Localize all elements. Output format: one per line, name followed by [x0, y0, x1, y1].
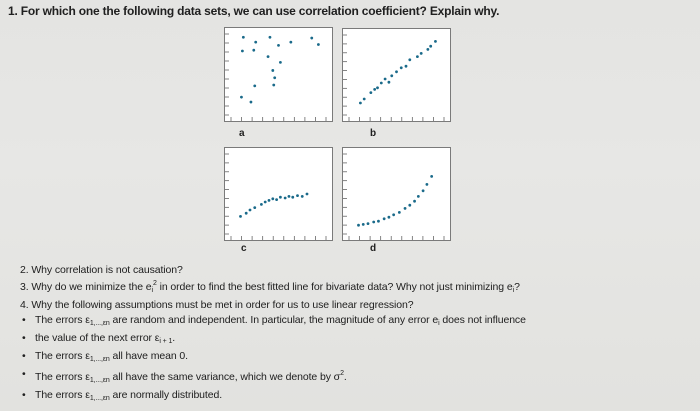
data-point — [359, 102, 362, 105]
data-point — [289, 41, 292, 44]
assumption-1: • The errors $\varepsilon_{1,...,\varepsilon n}$ are random and independent. In particular, the magnitude of any error $e_i$ does not influence — [20, 313, 690, 331]
data-point — [272, 84, 275, 87]
data-point — [253, 206, 256, 209]
data-point — [306, 193, 309, 196]
plot-svg-b — [343, 29, 450, 121]
plot-label-c: c — [241, 243, 247, 254]
plot-svg-a — [225, 28, 332, 121]
plot-label-a: a — [239, 128, 245, 139]
q3-subscript-2: i — [512, 287, 515, 295]
data-point — [416, 55, 419, 58]
plot-label-b: b — [370, 128, 377, 139]
data-point — [388, 216, 391, 219]
assumption-3: • The errors $\varepsilon_{1,...,\varepsilon n}$ all have the same variance, which we denote by $\sigma^2$. — [20, 367, 690, 388]
data-point — [429, 45, 432, 48]
data-point — [275, 198, 278, 201]
data-point — [426, 183, 429, 186]
data-point — [291, 196, 294, 199]
data-point — [369, 91, 372, 94]
data-point — [388, 81, 391, 84]
data-point — [426, 48, 429, 51]
data-point — [384, 78, 387, 81]
plot-label-d: d — [370, 243, 377, 254]
data-point — [383, 217, 386, 220]
data-point — [376, 86, 379, 89]
data-point — [239, 215, 242, 218]
assumption-1-cont: • the value of the next error $\varepsilon_{i + 1}$. — [20, 331, 690, 349]
question-4: 4. Why the following assumptions must be met in order for us to use linear regression? — [20, 299, 414, 312]
data-point — [372, 221, 375, 224]
data-point — [271, 197, 274, 200]
data-point — [250, 101, 253, 104]
data-point — [422, 189, 425, 192]
data-point — [357, 224, 360, 227]
data-point — [241, 50, 244, 53]
data-point — [254, 41, 257, 44]
data-point — [267, 55, 270, 58]
data-point — [405, 65, 408, 68]
data-point — [408, 204, 411, 207]
data-point — [400, 66, 403, 69]
data-point — [269, 36, 272, 39]
data-point — [413, 200, 416, 203]
scatter-plot-b — [342, 28, 451, 122]
q3-text-a: 3. Why do we minimize the e — [20, 281, 152, 294]
data-point — [430, 175, 433, 178]
data-point — [277, 44, 280, 47]
data-point — [420, 52, 423, 55]
data-point — [404, 207, 407, 210]
data-point — [240, 96, 243, 99]
data-point — [310, 37, 313, 40]
data-point — [279, 61, 282, 64]
data-point — [398, 211, 401, 214]
scatter-plot-c — [224, 147, 333, 241]
q3-text-c: ? — [514, 281, 520, 294]
data-point — [392, 213, 395, 216]
data-point — [301, 195, 304, 198]
question-1: 1. For which one the following data sets, we can use correlation coefficient? Explain why. — [8, 4, 500, 18]
data-point — [245, 212, 248, 215]
data-point — [373, 88, 376, 91]
data-point — [434, 40, 437, 43]
scatter-plot-d — [342, 147, 451, 241]
data-point — [296, 194, 299, 197]
question-2: 2. Why correlation is not causation? — [20, 264, 183, 276]
data-point — [408, 58, 411, 61]
data-point — [288, 195, 291, 198]
data-point — [390, 74, 393, 77]
data-point — [367, 222, 370, 225]
assumption-list — [20, 313, 690, 407]
data-point — [317, 43, 320, 46]
data-point — [377, 220, 380, 223]
plot-svg-c — [225, 148, 332, 240]
data-point — [362, 223, 365, 226]
data-point — [279, 196, 282, 199]
data-point — [380, 82, 383, 85]
data-point — [252, 49, 255, 52]
data-point — [253, 84, 256, 87]
data-point — [395, 70, 398, 73]
data-point — [260, 203, 263, 206]
questions-block — [20, 263, 690, 407]
assumption-4: • The errors $\varepsilon_{1,...,\varepsilon n}$ are normally distributed. — [20, 388, 690, 406]
data-point — [363, 98, 366, 101]
q3-subscript: i — [151, 287, 153, 295]
scatter-plot-a — [224, 27, 333, 122]
assumption-2: • The errors $\varepsilon_{1,...,\varepsilon n}$ all have mean 0. — [20, 349, 690, 367]
plot-svg-d — [343, 148, 450, 240]
data-point — [417, 195, 420, 198]
data-point — [268, 199, 271, 202]
question-3 — [20, 277, 690, 298]
q3-superscript: 2 — [153, 280, 157, 288]
data-point — [273, 76, 276, 79]
q3-text-b: in order to find the best fitted line for bivariate data? Why not just minimizing e — [156, 281, 513, 294]
data-point — [264, 201, 267, 204]
data-point — [242, 36, 245, 39]
data-point — [284, 197, 287, 200]
data-point — [271, 69, 274, 72]
data-point — [249, 209, 252, 212]
